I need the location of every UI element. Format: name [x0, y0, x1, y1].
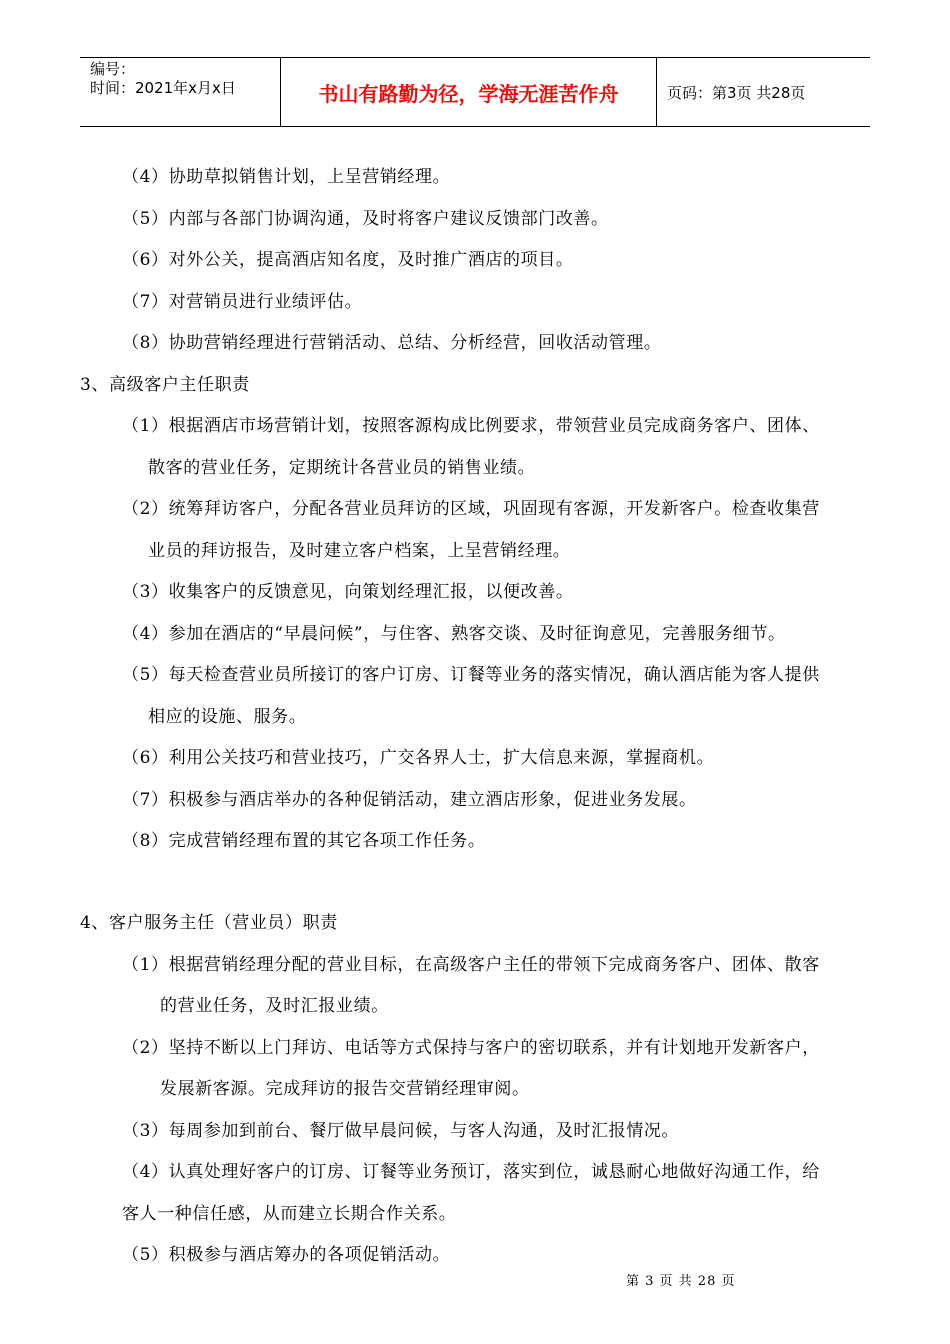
- list-item-continuation: 相应的设施、服务。: [148, 707, 307, 727]
- list-item-continuation: 散客的营业任务，定期统计各营业员的销售业绩。: [148, 458, 536, 478]
- list-item: （2）统筹拜访客户，分配各营业员拜访的区域，巩固现有客源，开发新客户。检查收集营: [122, 499, 820, 519]
- page-info-text: 页码：第3页 共28页: [667, 83, 806, 102]
- section-heading: 4、客户服务主任（营业员）职责: [80, 913, 338, 933]
- list-item: （1）根据酒店市场营销计划，按照客源构成比例要求，带领营业员完成商务客户、团体、: [122, 416, 820, 436]
- list-item: （3）收集客户的反馈意见，向策划经理汇报，以便改善。: [122, 582, 574, 602]
- list-item: （4）协助草拟销售计划，上呈营销经理。: [122, 167, 451, 187]
- list-item-continuation: 客人一种信任感，从而建立长期合作关系。: [122, 1204, 457, 1224]
- list-item: （1）根据营销经理分配的营业目标，在高级客户主任的带领下完成商务客户、团体、散客: [122, 955, 820, 975]
- list-item: （8）协助营销经理进行营销活动、总结、分析经营，回收活动管理。: [122, 333, 662, 353]
- page-footer: 第 3 页 共 28 页: [626, 1274, 736, 1289]
- list-item: （6）对外公关，提高酒店知名度，及时推广酒店的项目。: [122, 250, 574, 270]
- list-item: （2）坚持不断以上门拜访、电话等方式保持与客户的密切联系，并有计划地开发新客户，: [122, 1038, 820, 1058]
- list-item-continuation: 发展新客源。完成拜访的报告交营销经理审阅。: [160, 1079, 530, 1099]
- list-item: （5）积极参与酒店筹办的各项促销活动。: [122, 1245, 451, 1265]
- document-number-label: 编号：: [90, 60, 136, 78]
- list-item: （6）利用公关技巧和营业技巧，广交各界人士，扩大信息来源，掌握商机。: [122, 748, 715, 768]
- list-item: （5）每天检查营业员所接订的客户订房、订餐等业务的落实情况，确认酒店能为客人提供: [122, 665, 820, 685]
- list-item: （7）对营销员进行业绩评估。: [122, 292, 363, 312]
- list-item: （4）认真处理好客户的订房、订餐等业务预订，落实到位，诚恳耐心地做好沟通工作，给: [122, 1162, 820, 1182]
- list-item: （4）参加在酒店的“早晨问候”，与住客、熟客交谈、及时征询意见，完善服务细节。: [122, 624, 786, 644]
- page-header: [80, 57, 870, 127]
- list-item-continuation: 的营业任务，及时汇报业绩。: [160, 996, 389, 1016]
- motto-text: 书山有路勤为径，学海无涯苦作舟: [318, 81, 619, 106]
- header-motto: [280, 58, 657, 126]
- header-page-info: [657, 58, 870, 126]
- list-item-continuation: 业员的拜访报告，及时建立客户档案，上呈营销经理。: [148, 541, 571, 561]
- list-item: （7）积极参与酒店举办的各种促销活动，建立酒店形象，促进业务发展。: [122, 790, 697, 810]
- section-heading: 3、高级客户主任职责: [80, 375, 250, 395]
- header-meta: [80, 58, 280, 126]
- list-item: （8）完成营销经理布置的其它各项工作任务。: [122, 831, 486, 851]
- list-item: （5）内部与各部门协调沟通，及时将客户建议反馈部门改善。: [122, 209, 609, 229]
- list-item: （3）每周参加到前台、餐厅做早晨问候，与客人沟通，及时汇报情况。: [122, 1121, 680, 1141]
- document-date: 时间：2021年x月x日: [90, 79, 236, 97]
